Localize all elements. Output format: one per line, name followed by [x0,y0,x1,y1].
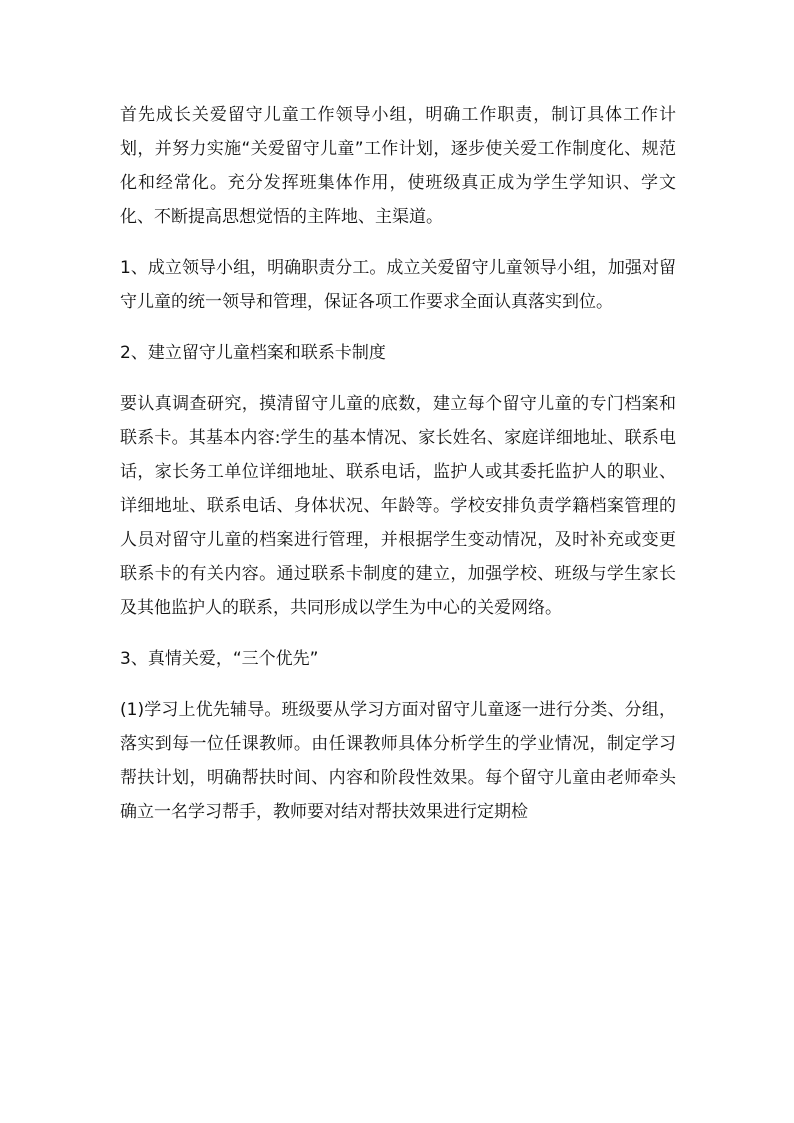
section-2-heading: 2、建立留守儿童档案和联系卡制度 [120,343,386,363]
document-body [120,98,676,846]
intro-paragraph: 首先成长关爱留守儿童工作领导小组，明确工作职责，制订具体工作计划，并努力实施“关爱留守儿童”工作计划，逐步使关爱工作制度化、规范化和经常化。充分发挥班集体作用，使班级真正成为学生学知识、学文化、不断提高思想觉悟的主阵地、主渠道。 [120,105,676,227]
section-1-paragraph: 1、成立领导小组，明确职责分工。成立关爱留守儿童领导小组，加强对留守儿童的统一领导和管理，保证各项工作要求全面认真落实到位。 [120,258,676,312]
section-2-paragraph: 要认真调查研究，摸清留守儿童的底数，建立每个留守儿童的专门档案和联系卡。其基本内容:学生的基本情况、家长姓名、家庭详细地址、联系电话，家长务工单位详细地址、联系电话，监护人或其委托监护人的职业、详细地址、联系电话、身体状况、年龄等。学校安排负责学籍档案管理的人员对留守儿童的档案进行管理，并根据学生变动情况，及时补充或变更联系卡的有关内容。通过联系卡制度的建立，加强学校、班级与学生家长及其他监护人的联系，共同形成以学生为中心的关爱网络。 [120,394,676,618]
section-3-item-1-paragraph: (1)学习上优先辅导。班级要从学习方面对留守儿童逐一进行分类、分组，落实到每一位任课教师。由任课教师具体分析学生的学业情况，制定学习帮扶计划，明确帮扶时间、内容和阶段性效果。每个留守儿童由老师牵头确立一名学习帮手，教师要对结对帮扶效果进行定期检 [120,700,676,822]
section-3-heading: 3、真情关爱，“三个优先” [120,649,319,669]
